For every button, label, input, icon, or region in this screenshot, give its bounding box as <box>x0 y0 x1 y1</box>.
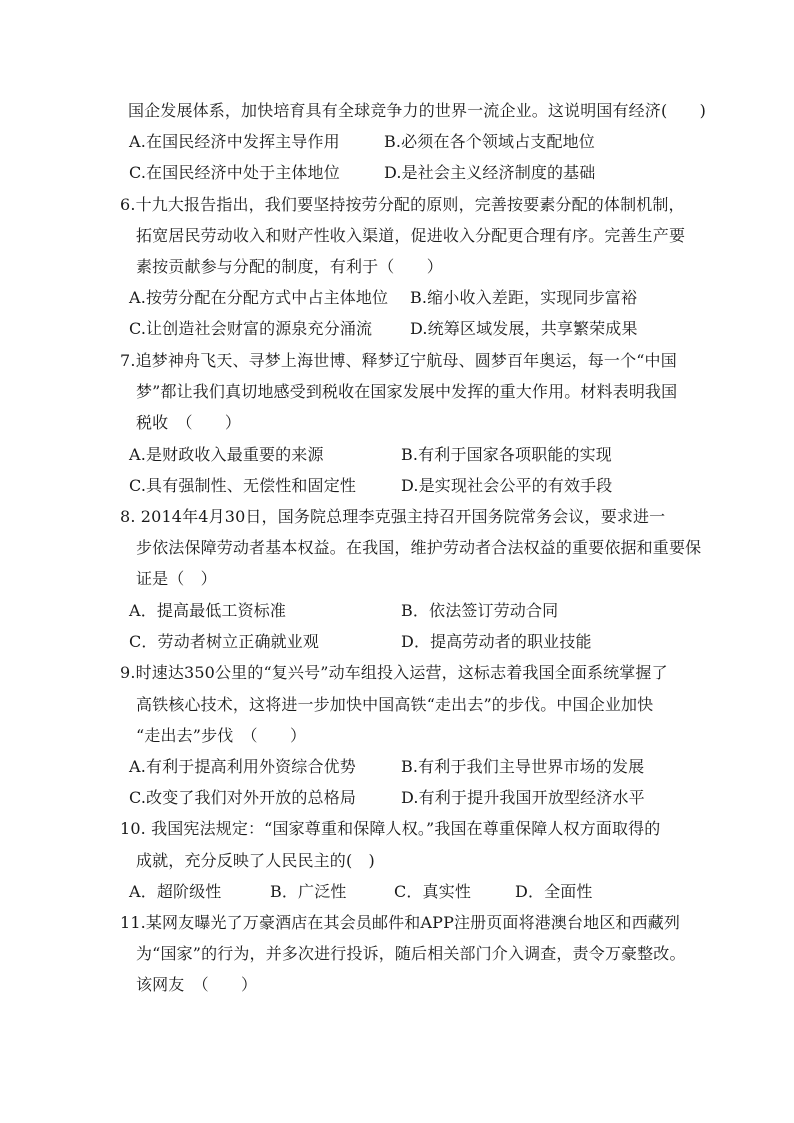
q8-stem-line-3: 证是（ ） <box>136 569 217 588</box>
q9-option-c: C.改变了我们对外开放的总格局 <box>129 788 357 807</box>
q7-option-b: B.有利于国家各项职能的实现 <box>401 445 612 464</box>
q10-option-d: D．全面性 <box>515 882 593 901</box>
q9-option-d: D.有利于提升我国开放型经济水平 <box>401 788 645 807</box>
q6-stem-line-3: 素按贡献参与分配的制度，有利于（ ） <box>136 257 443 276</box>
q7-option-a: A.是财政收入最重要的来源 <box>129 445 324 464</box>
q6-stem-line-2: 拓宽居民劳动收入和财产性收入渠道，促进收入分配更合理有序。完善生产要 <box>136 226 686 245</box>
q5-stem-line: 国企发展体系，加快培育具有全球竞争力的世界一流企业。这说明国有经济( ) <box>128 101 707 120</box>
q9-stem-line-3: “走出去”步伐 （ ） <box>136 726 307 745</box>
q10-option-c: C．真实性 <box>394 882 471 901</box>
q10-stem-line-1: 10. 我国宪法规定：“国家尊重和保障人权。”我国在尊重保障人权方面取得的 <box>120 819 661 838</box>
q6-option-a: A.按劳分配在分配方式中占主体地位 <box>129 288 389 307</box>
q6-option-b: B.缩小收入差距，实现同步富裕 <box>410 288 638 307</box>
q10-option-b: B．广泛性 <box>270 882 347 901</box>
q8-option-a: A．提高最低工资标准 <box>129 601 287 620</box>
q9-option-a: A.有利于提高利用外资综合优势 <box>129 757 356 776</box>
q8-option-c: C．劳动者树立正确就业观 <box>129 632 320 651</box>
q10-stem-line-2: 成就，充分反映了人民民主的( ) <box>136 851 375 870</box>
q11-stem-line-3: 该网友 （ ） <box>136 975 258 994</box>
q8-option-b: B．依法签订劳动合同 <box>401 601 559 620</box>
q8-stem-line-2: 步依法保障劳动者基本权益。在我国，维护劳动者合法权益的重要依据和重要保 <box>136 538 702 557</box>
q8-stem-line-1: 8. 2014年4月30日，国务院总理李克强主持召开国务院常务会议，要求进一 <box>120 507 666 526</box>
q11-stem-line-2: 为“国家”的行为，并多次进行投诉，随后相关部门介入调查，责令万豪整改。 <box>136 944 686 963</box>
q5-option-d: D.是社会主义经济制度的基础 <box>384 163 596 182</box>
q6-stem-line-1: 6.十九大报告指出，我们要坚持按劳分配的原则，完善按要素分配的体制机制， <box>120 195 685 214</box>
q7-stem-line-2: 梦”都让我们真切地感受到税收在国家发展中发挥的重大作用。材料表明我国 <box>136 382 678 401</box>
q5-option-a: A.在国民经济中发挥主导作用 <box>129 132 340 151</box>
q6-option-c: C.让创造社会财富的源泉充分涌流 <box>129 319 373 338</box>
q5-option-b: B.必须在各个领域占支配地位 <box>384 132 595 151</box>
q7-stem-line-1: 7.追梦神舟飞天、寻梦上海世博、释梦辽宁航母、圆梦百年奥运，每一个“中国 <box>120 351 677 370</box>
q9-stem-line-2: 高铁核心技术，这将进一步加快中国高铁“走出去”的步伐。中国企业加快 <box>136 695 654 714</box>
q10-option-a: A．超阶级性 <box>129 882 222 901</box>
q11-stem-line-1: 11.某网友曝光了万豪酒店在其会员邮件和APP注册页面将港澳台地区和西藏列 <box>120 913 681 932</box>
q7-stem-line-3: 税收 （ ） <box>136 413 242 432</box>
q9-option-b: B.有利于我们主导世界市场的发展 <box>401 757 645 776</box>
q9-stem-line-1: 9.时速达350公里的“复兴号”动车组投入运营，这标志着我国全面系统掌握了 <box>120 663 668 682</box>
q5-option-c: C.在国民经济中处于主体地位 <box>129 163 340 182</box>
q7-option-c: C.具有强制性、无偿性和固定性 <box>129 476 357 495</box>
q8-option-d: D．提高劳动者的职业技能 <box>401 632 592 651</box>
q6-option-d: D.统筹区域发展，共享繁荣成果 <box>410 319 638 338</box>
q7-option-d: D.是实现社会公平的有效手段 <box>401 476 613 495</box>
